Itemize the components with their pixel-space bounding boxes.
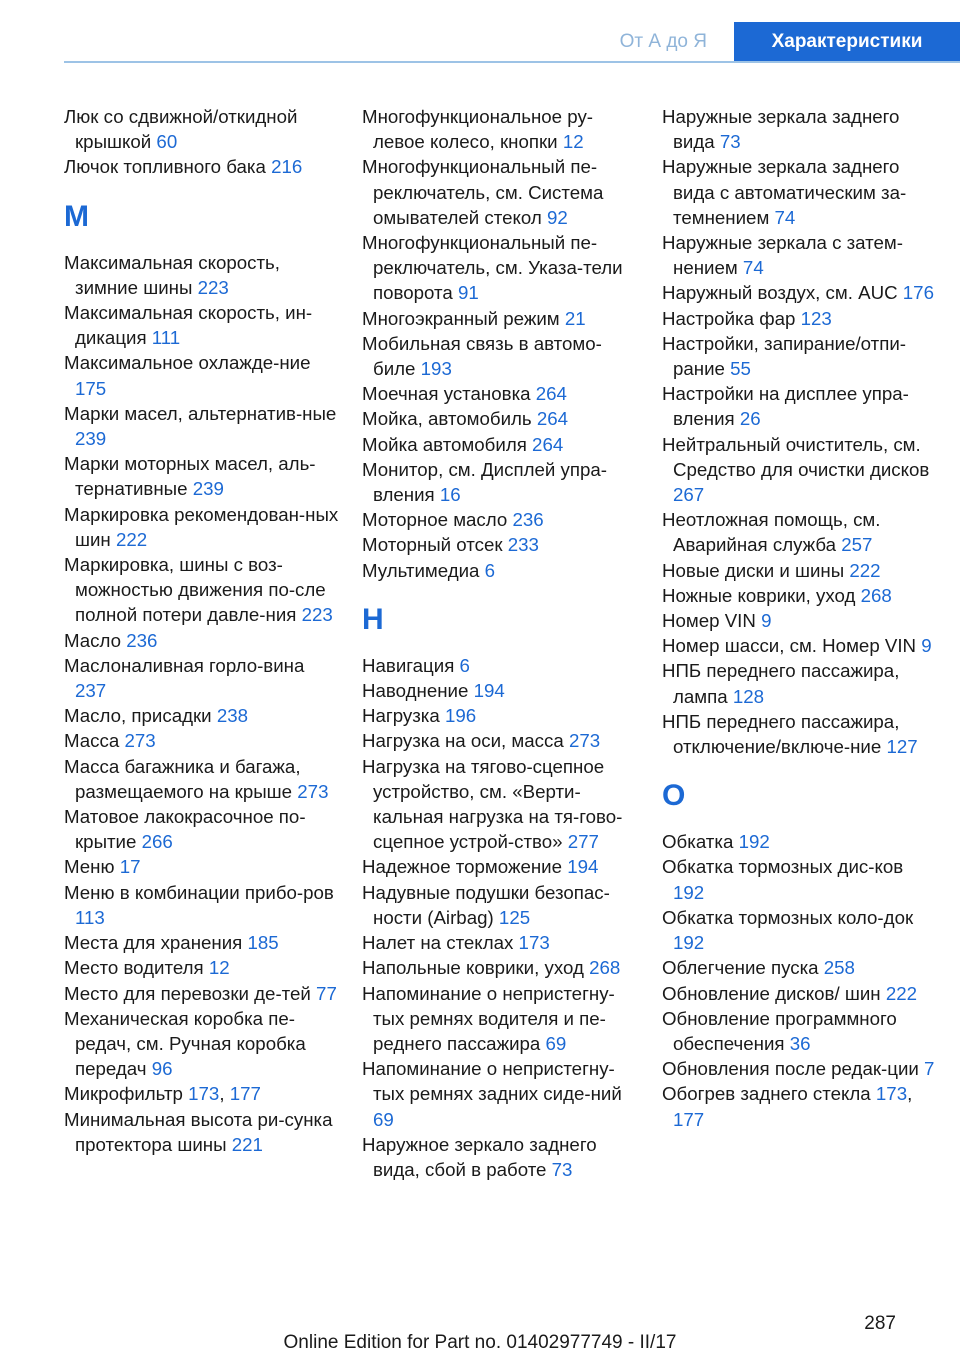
index-entry — [362, 558, 638, 583]
index-entry — [64, 981, 340, 1006]
index-entry-term: Меню — [64, 856, 115, 878]
index-entry — [662, 154, 938, 230]
index-entry — [64, 154, 340, 179]
index-entry-term: Маслоналивная горло‐вина — [64, 654, 305, 676]
index-entry-term: Монитор, см. Дисплей упра‐вления — [362, 458, 607, 506]
page-reference-link[interactable]: 73 — [551, 1158, 573, 1180]
index-entry-term: Наружные зеркала с затем‐нением — [662, 232, 903, 279]
page-reference-link[interactable]: 21 — [564, 307, 586, 329]
index-entry-term: НПБ переднего пассажира, отключение/включе‐ние — [662, 710, 900, 758]
index-entry — [64, 930, 340, 955]
index-entry — [662, 1006, 938, 1056]
index-entry-term: Люк со сдвижной/откидной крышкой — [64, 106, 298, 153]
breadcrumb-index-tab[interactable]: От А до Я — [619, 31, 707, 52]
page-reference-link[interactable]: 91 — [457, 282, 479, 304]
index-entry-term: Обогрев заднего стекла — [662, 1083, 871, 1105]
index-entry-term: Матовое лакокрасочное по‐крытие — [64, 806, 306, 853]
index-entry-term: Настройки, запирание/отпи‐рание — [662, 332, 906, 380]
index-entry — [64, 880, 340, 930]
index-entry — [64, 1006, 340, 1082]
page-reference-link[interactable]: 238 — [216, 705, 249, 727]
index-entry-term: Мультимедиа — [362, 559, 480, 581]
page-reference-link[interactable]: 273 — [124, 730, 156, 752]
index-entry-term: Ножные коврики, уход — [662, 584, 856, 606]
index-entry-term: Обновление программного обеспечения — [662, 1007, 897, 1054]
index-column-1 — [64, 104, 340, 1157]
index-entry-term: Надежное торможение — [362, 856, 562, 878]
index-entry — [64, 104, 340, 154]
index-entry-term: Место водителя — [64, 957, 204, 979]
page-reference-link[interactable]: 277 — [567, 831, 599, 853]
index-entry — [662, 381, 938, 431]
index-entry-term: Новые диски и шины — [662, 559, 845, 581]
page-reference-link[interactable]: 74 — [774, 206, 796, 228]
index-entry — [362, 1056, 638, 1132]
index-entry — [662, 854, 938, 904]
index-entry — [662, 981, 938, 1006]
index-entry — [662, 658, 938, 708]
page-reference-link[interactable]: 194 — [473, 680, 505, 702]
page-reference-link[interactable]: 266 — [141, 831, 173, 853]
index-entry — [662, 331, 938, 381]
index-entry-term: Механическая коробка пе‐редач, см. Ручная коробка передач — [64, 1007, 306, 1080]
index-entry-term: Нейтральный очиститель, см. Средство для очистки дисков — [662, 433, 930, 480]
page-reference-link[interactable]: 193 — [420, 358, 452, 380]
index-entry — [362, 728, 638, 753]
index-entry-term: Марки масел, альтернатив‐ные — [64, 402, 337, 424]
index-entry-term: Масса багажника и багажа, размещаемого на крыше — [64, 755, 301, 802]
index-entry — [64, 703, 340, 728]
page-reference-link[interactable]: 239 — [192, 478, 224, 500]
page-reference-link[interactable]: 239 — [75, 428, 107, 450]
page-reference-link[interactable]: 69 — [545, 1032, 567, 1054]
page-reference-link[interactable]: 264 — [536, 408, 569, 430]
index-entry-term: Моторное масло — [362, 509, 508, 531]
index-entry-term: Обновление дисков/ шин — [662, 982, 881, 1004]
index-entry-term: Наводнение — [362, 680, 469, 702]
page-reference-link[interactable]: 127 — [886, 736, 918, 758]
page-reference-link[interactable]: 258 — [823, 957, 855, 979]
index-entry-term: Неотложная помощь, см. Аварийная служба — [662, 509, 881, 556]
index-entry-term: Номер шасси, см. Номер VIN — [662, 635, 917, 657]
index-entry-term: Обкатка тормозных коло‐док — [662, 906, 914, 928]
index-entry-term: Напоминание о непристегну‐тых ремнях задних сиде‐ний — [362, 1058, 622, 1105]
index-entry-term: Мойка, автомобиль — [362, 408, 532, 430]
index-entry-term: Напольные коврики, уход — [362, 957, 584, 979]
index-entry-term: Микрофильтр — [64, 1083, 183, 1105]
page-reference-link[interactable]: 60 — [156, 131, 178, 153]
index-entry-term: Нагрузка — [362, 705, 440, 727]
index-entry-term: Масло, присадки — [64, 705, 212, 727]
index-letter-heading: Н — [362, 602, 384, 636]
page-reference-link[interactable]: 16 — [439, 484, 461, 506]
index-entry — [362, 930, 638, 955]
index-entry — [362, 678, 638, 703]
index-entry-term: Наружное зеркало заднего вида, сбой в работе — [362, 1133, 597, 1180]
index-entry — [362, 532, 638, 557]
page-reference-link[interactable]: 192 — [738, 831, 770, 853]
page-reference-link[interactable]: 77 — [316, 982, 337, 1004]
page-reference-link[interactable]: 26 — [739, 408, 761, 430]
page-reference-link[interactable]: 173 — [875, 1083, 908, 1105]
index-entry — [662, 104, 938, 154]
index-entry-term: Обкатка тормозных дис‐ков — [662, 856, 904, 878]
index-entry — [64, 754, 340, 804]
page-reference-link[interactable]: 216 — [271, 156, 303, 178]
index-entry: Микрофильтр 173, 177 — [64, 1083, 261, 1105]
index-entry-term: Многофункциональное ру‐левое колесо, кнопки — [362, 106, 594, 153]
index-entry — [362, 230, 638, 306]
index-entry: Обогрев заднего стекла 173, 177 — [662, 1083, 913, 1130]
index-entry — [662, 306, 938, 331]
page-reference-link[interactable]: 175 — [75, 377, 107, 399]
index-entry — [362, 653, 638, 678]
page-reference-link[interactable]: 36 — [789, 1032, 811, 1054]
index-entry-term: Максимальная скорость, зимние шины — [64, 251, 280, 298]
page-reference-link[interactable]: 73 — [719, 131, 741, 153]
index-entry — [662, 709, 938, 759]
index-entry — [362, 457, 638, 507]
index-entry-term: Обкатка — [662, 831, 734, 853]
page-reference-link[interactable]: 268 — [860, 584, 892, 606]
index-entry-term: Маркировка рекомендован‐ных шин — [64, 503, 339, 550]
index-entry — [362, 406, 638, 431]
page-reference-link[interactable]: 12 — [562, 131, 584, 153]
page-reference-link[interactable]: 6 — [484, 559, 496, 581]
page-reference-link[interactable]: 222 — [849, 559, 881, 581]
page-reference-link[interactable]: 196 — [444, 705, 477, 727]
index-entry-term: Надувные подушки безопас‐ности (Airbag) — [362, 881, 610, 928]
page-reference-link[interactable]: 236 — [512, 509, 544, 531]
index-entry-term: Многофункциональный пе‐реключатель, см. Указа‐тели поворота — [362, 232, 623, 304]
index-entry — [362, 754, 638, 855]
page-reference-link[interactable]: 55 — [730, 358, 751, 380]
section-tab-characteristics[interactable]: Характеристики — [734, 22, 960, 62]
page-reference-link[interactable]: 69 — [373, 1108, 394, 1130]
page-reference-link[interactable]: 173 — [188, 1083, 220, 1105]
index-entry — [64, 804, 340, 854]
page-reference-link[interactable]: 257 — [841, 534, 873, 556]
index-entry — [662, 1056, 938, 1081]
index-entry — [64, 250, 340, 300]
index-entry-term: Нагрузка на тягово-сцепное устройство, см. «Верти‐кальная нагрузка на тя‐гово-сцепное устрой‐ство» — [362, 755, 623, 853]
index-letter-heading: М — [64, 199, 89, 233]
page-reference-link[interactable]: 12 — [208, 957, 230, 979]
page-reference-link[interactable]: 192 — [673, 881, 705, 903]
index-entry — [362, 703, 638, 728]
page-reference-link[interactable]: 223 — [197, 276, 229, 298]
index-entry — [362, 854, 638, 879]
index-entry-term: Навигация — [362, 654, 455, 676]
index-entry-term: Максимальная скорость, ин‐дикация — [64, 302, 313, 349]
page-reference-link[interactable]: 92 — [546, 206, 568, 228]
index-entry-term: Моторный отсек — [362, 534, 503, 556]
index-entry-term: Лючок топливного бака — [64, 156, 266, 178]
index-entry — [662, 905, 938, 955]
index-entry-term: Минимальная высота ри‐сунка протектора шины — [64, 1108, 333, 1155]
index-entry-term: НПБ переднего пассажира, лампа — [662, 660, 900, 707]
index-entry — [362, 1132, 638, 1182]
page-reference-link[interactable]: 273 — [568, 730, 601, 752]
header-divider — [64, 61, 960, 63]
page-reference-link[interactable]: 125 — [498, 906, 531, 928]
index-entry — [662, 608, 938, 633]
page-reference-link[interactable]: 222 — [115, 528, 148, 550]
index-entry-term: Меню в комбинации прибо‐ров — [64, 881, 334, 903]
page-reference-link[interactable]: 237 — [75, 680, 107, 702]
index-entry — [362, 331, 638, 381]
index-entry-term: Налет на стеклах — [362, 932, 514, 954]
index-entry-term: Места для хранения — [64, 932, 243, 954]
index-entry-term: Обновления после редак‐ции — [662, 1058, 919, 1080]
index-entry-term: Многофункциональный пе‐реключатель, см. Система омывателей стекол — [362, 156, 604, 228]
index-entry — [362, 432, 638, 457]
footer-edition-text: Online Edition for Part no. 01402977749 - II/17 — [283, 1332, 677, 1353]
index-entry — [64, 653, 340, 703]
page-number: 287 — [864, 1313, 896, 1334]
page-reference-link[interactable]: 96 — [151, 1058, 173, 1080]
page-reference-link[interactable]: 273 — [297, 780, 329, 802]
index-entry-term: Многоэкранный режим — [362, 307, 560, 329]
index-entry — [362, 955, 638, 980]
page-reference-link[interactable]: 7 — [924, 1058, 935, 1080]
index-entry — [362, 507, 638, 532]
index-entry — [64, 401, 340, 451]
index-entry — [662, 230, 938, 280]
page-reference-link[interactable]: 17 — [119, 856, 141, 878]
page-reference-link[interactable]: 74 — [742, 257, 764, 279]
index-entry — [662, 280, 938, 305]
index-entry-term: Моечная установка — [362, 383, 531, 405]
index-entry-term: Напоминание о непристегну‐тых ремнях водителя и пе‐реднего пассажира — [362, 982, 615, 1054]
index-entry — [362, 306, 638, 331]
index-entry-term: Масло — [64, 629, 122, 651]
index-column-3 — [662, 104, 938, 1132]
index-entry-term: Нагрузка на оси, масса — [362, 730, 564, 752]
page-reference-link[interactable]: 9 — [761, 610, 772, 632]
index-entry-term: Настройки на дисплее упра‐вления — [662, 383, 909, 430]
index-entry-term: Настройка фар — [662, 307, 796, 329]
index-entry — [662, 829, 938, 854]
index-entry — [64, 502, 340, 552]
page-reference-link[interactable]: 177 — [673, 1108, 705, 1130]
page-reference-link[interactable]: 222 — [885, 982, 918, 1004]
index-entry — [362, 981, 638, 1057]
page-reference-link[interactable]: 236 — [126, 629, 158, 651]
index-entry — [64, 350, 340, 400]
page-reference-link[interactable]: 111 — [151, 327, 181, 349]
index-entry-term: Наружные зеркала заднего вида — [662, 106, 900, 153]
index-entry — [662, 432, 938, 508]
page-reference-link[interactable]: 264 — [532, 433, 564, 455]
index-entry — [362, 154, 638, 230]
index-entry — [64, 451, 340, 501]
index-entry-term: Наружный воздух, см. AUC — [662, 282, 898, 304]
index-entry — [64, 552, 340, 628]
index-entry — [64, 300, 340, 350]
page-reference-link[interactable]: 223 — [301, 604, 333, 626]
index-entry-term: Марки моторных масел, аль‐тернативные — [64, 453, 316, 500]
index-entry-term: Максимальное охлажде‐ние — [64, 352, 311, 374]
index-letter-heading: О — [662, 779, 686, 813]
index-column-2 — [362, 104, 638, 1182]
index-entry — [362, 104, 638, 154]
index-entry — [362, 880, 638, 930]
index-entry — [64, 628, 340, 653]
page-reference-link[interactable]: 6 — [459, 654, 470, 676]
page-reference-link[interactable]: 177 — [229, 1083, 261, 1105]
page-reference-link[interactable]: 264 — [535, 383, 567, 405]
index-entry-term: Мобильная связь в автомо‐биле — [362, 332, 602, 380]
page-reference-link[interactable]: 123 — [800, 307, 832, 329]
index-entry-term: Облегчение пуска — [662, 957, 819, 979]
index-entry-term: Наружные зеркала заднего вида с автоматическим за‐темнением — [662, 156, 907, 228]
index-entry-term: Номер VIN — [662, 610, 756, 632]
page-reference-link[interactable]: 176 — [902, 282, 934, 304]
index-entry — [662, 507, 938, 557]
page-reference-link[interactable]: 192 — [673, 932, 705, 954]
page-reference-link[interactable]: 267 — [673, 484, 705, 506]
page-reference-link[interactable]: 268 — [589, 957, 621, 979]
index-entry — [362, 381, 638, 406]
page-reference-link[interactable]: 9 — [921, 635, 932, 657]
page-reference-link[interactable]: 128 — [732, 685, 765, 707]
index-entry — [64, 728, 340, 753]
page-reference-link[interactable]: 173 — [518, 932, 550, 954]
index-entry-term: Мойка автомобиля — [362, 433, 527, 455]
index-entry — [662, 583, 938, 608]
index-entry — [662, 955, 938, 980]
index-entry-term: Место для перевозки де‐тей — [64, 982, 311, 1004]
index-entry — [64, 955, 340, 980]
page-reference-link[interactable]: 185 — [247, 932, 279, 954]
index-entry — [64, 854, 340, 879]
page-reference-link[interactable]: 221 — [231, 1133, 263, 1155]
index-entry-term: Масса — [64, 730, 120, 752]
index-entry-term: Маркировка, шины с воз‐можностью движения по‐сле полной потери давле‐ния — [64, 554, 326, 626]
index-entry — [662, 558, 938, 583]
index-entry — [662, 633, 938, 658]
page-reference-link[interactable]: 233 — [507, 534, 539, 556]
page-reference-link[interactable]: 113 — [75, 906, 105, 928]
index-entry — [64, 1107, 340, 1157]
page-reference-link[interactable]: 194 — [567, 856, 599, 878]
